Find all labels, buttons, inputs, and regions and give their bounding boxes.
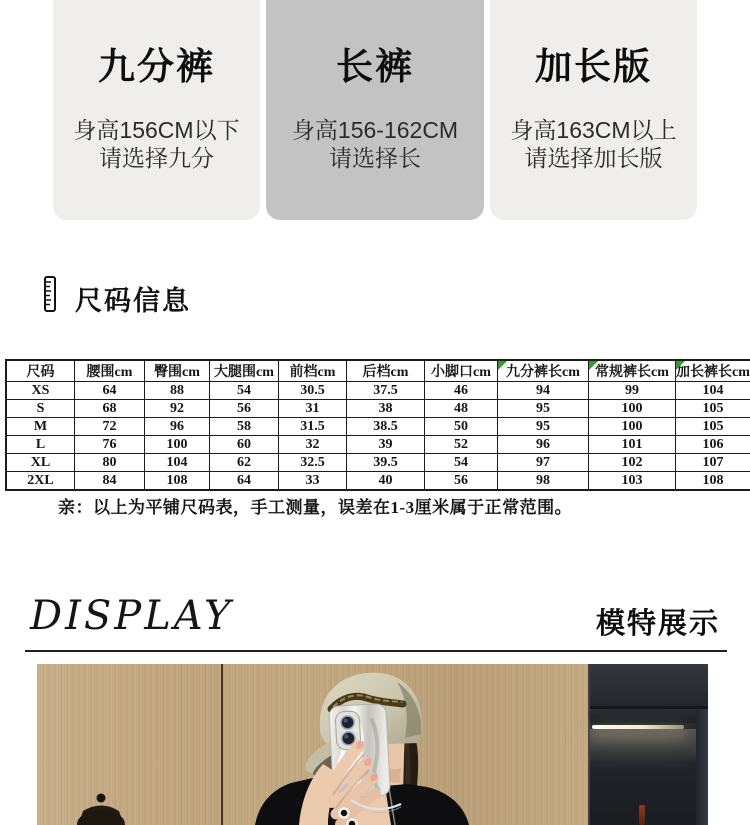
size-table-head: [6, 360, 750, 382]
size-table-cell: 68: [75, 400, 145, 418]
display-divider: [25, 650, 727, 652]
model-photo: [37, 664, 708, 825]
size-table-cell: 104: [145, 454, 210, 472]
fit-option-title: 九分裤: [98, 46, 215, 87]
size-table-cell: 105: [676, 418, 750, 436]
size-table-cell: 54: [425, 454, 498, 472]
size-table-cell: 76: [75, 436, 145, 454]
size-table-cell: 58: [210, 418, 279, 436]
display-title-zh: 模特展示: [595, 608, 720, 640]
size-table-header-cell: 后档cm: [347, 360, 425, 382]
size-table-cell: 100: [589, 400, 676, 418]
size-table-cell: M: [6, 418, 75, 436]
size-table-cell: 32.5: [279, 454, 347, 472]
size-table-cell: 38: [347, 400, 425, 418]
size-table-cell: 97: [498, 454, 589, 472]
fit-option-description: [490, 116, 697, 172]
size-table-cell: 88: [145, 382, 210, 400]
size-table-header-cell: 小脚口cm: [425, 360, 498, 382]
size-table-header-cell: 常规裤长cm: [589, 360, 676, 382]
size-table-cell: 40: [347, 472, 425, 491]
size-table-cell: 94: [498, 382, 589, 400]
fit-option-description: [266, 116, 484, 172]
fit-option-description: [53, 116, 260, 172]
size-table-row: [6, 472, 750, 491]
size-table-cell: 80: [75, 454, 145, 472]
size-table-cell: 104: [676, 382, 750, 400]
size-table-cell: 98: [498, 472, 589, 491]
size-table-cell: 107: [676, 454, 750, 472]
fit-guide-cards: [53, 0, 697, 220]
size-table-cell: 33: [279, 472, 347, 491]
fit-option-card-regular: [266, 0, 484, 220]
size-table-header-row: [6, 360, 750, 382]
size-table-cell: 72: [75, 418, 145, 436]
fit-option-line2: 请选择长: [329, 145, 421, 171]
size-table-cell: 38.5: [347, 418, 425, 436]
size-table-cell: 92: [145, 400, 210, 418]
size-table-header-cell: 前档cm: [279, 360, 347, 382]
fit-option-line1: 身高163CM以上: [510, 117, 677, 143]
size-table-row: [6, 454, 750, 472]
size-table-cell: 84: [75, 472, 145, 491]
ruler-icon: [42, 275, 58, 313]
size-table-header-cell: 尺码: [6, 360, 75, 382]
size-table-cell: XS: [6, 382, 75, 400]
size-table-cell: 32: [279, 436, 347, 454]
size-table-body: [6, 382, 750, 491]
size-table-cell: 64: [210, 472, 279, 491]
size-table-note: 亲：以上为平铺尺码表，手工测量，误差在1-3厘米属于正常范围。: [58, 498, 573, 517]
size-table-cell: 46: [425, 382, 498, 400]
size-table-cell: S: [6, 400, 75, 418]
fit-option-card-extended: [490, 0, 697, 220]
fit-option-title: 长裤: [336, 46, 414, 87]
size-table-cell: 100: [589, 418, 676, 436]
size-table-cell: 2XL: [6, 472, 75, 491]
size-table-cell: 30.5: [279, 382, 347, 400]
size-table-cell: 100: [145, 436, 210, 454]
size-table-cell: 56: [425, 472, 498, 491]
size-table-cell: 54: [210, 382, 279, 400]
fit-option-line2: 请选择加长版: [524, 145, 663, 171]
size-table-cell: 60: [210, 436, 279, 454]
size-table-cell: 95: [498, 400, 589, 418]
size-table-cell: 31: [279, 400, 347, 418]
fit-option-title: 加长版: [535, 46, 652, 87]
size-table-header-cell: 大腿围cm: [210, 360, 279, 382]
size-table-cell: 102: [589, 454, 676, 472]
teapot-silhouette: [77, 794, 125, 825]
size-table-cell: 108: [676, 472, 750, 491]
size-table-cell: 56: [210, 400, 279, 418]
size-table: [5, 359, 750, 491]
model-figure: [37, 664, 708, 825]
size-table-cell: 31.5: [279, 418, 347, 436]
size-table-cell: 37.5: [347, 382, 425, 400]
fit-option-line1: 身高156CM以下: [73, 117, 240, 143]
fit-option-line2: 请选择九分: [99, 145, 214, 171]
size-info-heading: 尺码信息: [75, 286, 191, 316]
size-table-row: [6, 382, 750, 400]
size-table-header-cell: 臀围cm: [145, 360, 210, 382]
size-table-header-cell: 加长裤长cm: [676, 360, 750, 382]
size-table-cell: 99: [589, 382, 676, 400]
size-table-header-cell: 九分裤长cm: [498, 360, 589, 382]
size-table-cell: 96: [498, 436, 589, 454]
fit-option-line1: 身高156-162CM: [291, 117, 459, 143]
size-table-cell: 48: [425, 400, 498, 418]
size-table-cell: 62: [210, 454, 279, 472]
size-table-cell: 96: [145, 418, 210, 436]
size-table-cell: 106: [676, 436, 750, 454]
size-table-cell: 52: [425, 436, 498, 454]
size-table-row: [6, 400, 750, 418]
size-table-row: [6, 436, 750, 454]
size-table-cell: 103: [589, 472, 676, 491]
size-table-cell: L: [6, 436, 75, 454]
size-table-cell: 105: [676, 400, 750, 418]
size-table-cell: 95: [498, 418, 589, 436]
size-table-cell: 39.5: [347, 454, 425, 472]
size-table-cell: 108: [145, 472, 210, 491]
size-table-row: [6, 418, 750, 436]
size-table-cell: 101: [589, 436, 676, 454]
size-table-cell: XL: [6, 454, 75, 472]
size-table-cell: 39: [347, 436, 425, 454]
size-table-cell: 50: [425, 418, 498, 436]
fit-option-card-cropped: [53, 0, 260, 220]
display-title-en: DISPLAY: [30, 593, 234, 639]
size-table-cell: 64: [75, 382, 145, 400]
size-table-header-cell: 腰围cm: [75, 360, 145, 382]
